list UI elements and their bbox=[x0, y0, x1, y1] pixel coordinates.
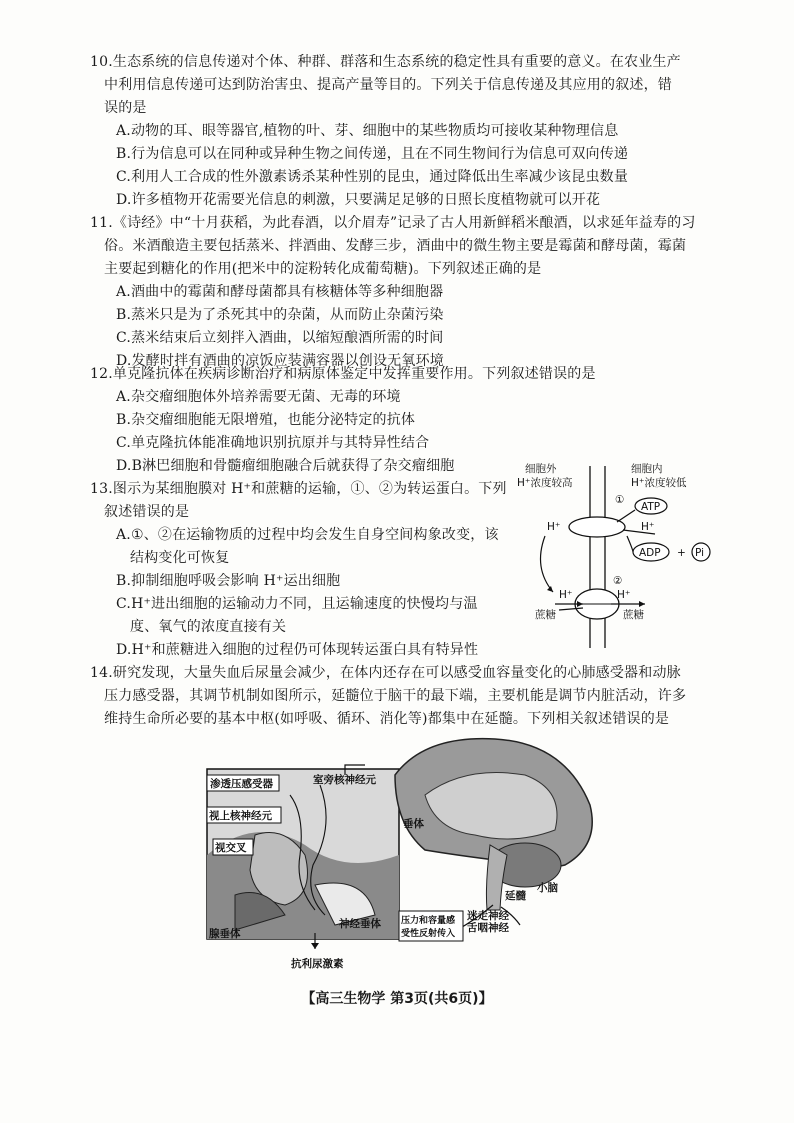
question-10-stem-line: 中利用信息传递可达到防治害虫、提高产量等目的。下列关于信息传递及其应用的叙述，错 bbox=[104, 77, 672, 93]
question-11-option-b: B.蒸米只是为了杀死其中的杂菌，从而防止杂菌污染 bbox=[116, 307, 444, 323]
paraventricular-neuron-label: 室旁核神经元 bbox=[313, 774, 376, 786]
page-footer: 【高三生物学 第3页(共6页)】 bbox=[301, 991, 493, 1007]
marker-1: ① bbox=[615, 494, 625, 506]
osmoreceptor-label: 渗透压感受器 bbox=[210, 778, 273, 790]
question-13-option-a: A.①、②在运输物质的过程中均会发生自身空间构象改变，该 bbox=[116, 527, 499, 543]
question-10-stem-line: 误的是 bbox=[104, 100, 147, 116]
question-11-stem-line: 俗。米酒酿造主要包括蒸米、拌酒曲、发酵三步，酒曲中的微生物主要是霉菌和酵母菌，霉菌 bbox=[104, 238, 687, 254]
question-10-stem-line: 10.生态系统的信息传递对个体、种群、群落和生态系统的稳定性具有重要的意义。在农业生产 bbox=[90, 54, 681, 70]
membrane-transport-diagram bbox=[505, 458, 725, 650]
question-14 bbox=[90, 662, 686, 731]
marker-2: ② bbox=[613, 575, 623, 587]
question-11-option-c: C.蒸米结束后立刻拌入酒曲，以缩短酿酒所需的时间 bbox=[116, 330, 444, 346]
sucrose-inside: 蔗糖 bbox=[623, 609, 644, 621]
inside-label: 细胞内 bbox=[631, 463, 663, 475]
afferent-label-line-1: 压力和容量感 bbox=[401, 916, 456, 926]
h-ion-outside-top: H⁺ bbox=[547, 521, 561, 533]
brain-regulation-diagram bbox=[195, 735, 615, 975]
transporter-1-icon bbox=[569, 517, 625, 537]
h-ion-inside-top: H⁺ bbox=[641, 521, 655, 533]
question-13-stem-line: 叙述错误的是 bbox=[104, 504, 190, 520]
pituitary-label: 垂体 bbox=[403, 818, 424, 830]
question-13-option-a-cont: 结构变化可恢复 bbox=[130, 550, 230, 566]
pi-label: Pi bbox=[695, 547, 705, 559]
neurohypophysis-label: 神经垂体 bbox=[339, 918, 381, 930]
adp-label: ADP bbox=[639, 547, 661, 559]
h-ion-inside-bottom: H⁺ bbox=[617, 589, 631, 601]
optic-chiasm-label: 视交叉 bbox=[215, 842, 247, 854]
inside-concentration-label: H⁺浓度较低 bbox=[631, 477, 687, 489]
question-11-stem-line: 11.《诗经》中“十月获稻，为此春酒，以介眉寿”记录了古人用新鲜稻米酿酒，以求延年益寿的习 bbox=[90, 215, 696, 231]
adenohypophysis-label: 腺垂体 bbox=[209, 928, 241, 940]
cerebellum-label: 小脑 bbox=[537, 882, 558, 894]
question-11-option-a: A.酒曲中的霉菌和酵母菌都具有核糖体等多种细胞器 bbox=[116, 284, 444, 300]
adh-label: 抗利尿激素 bbox=[291, 958, 344, 970]
question-12-option-b: B.杂交瘤细胞能无限增殖，也能分泌特定的抗体 bbox=[116, 412, 416, 428]
h-ion-outside-bottom: H⁺ bbox=[559, 589, 573, 601]
outside-concentration-label: H⁺浓度较高 bbox=[517, 477, 573, 489]
question-13 bbox=[90, 478, 507, 662]
vagus-nerve-label: 迷走神经 bbox=[467, 910, 509, 922]
question-13-stem-line: 13.图示为某细胞膜对 H⁺和蔗糖的运输，①、②为转运蛋白。下列 bbox=[90, 481, 507, 497]
glossopharyngeal-nerve-label: 舌咽神经 bbox=[467, 922, 509, 934]
question-12-option-c: C.单克隆抗体能准确地识别抗原并与其特异性结合 bbox=[116, 435, 430, 451]
question-13-option-b: B.抑制细胞呼吸会影响 H⁺运出细胞 bbox=[116, 573, 341, 589]
sucrose-outside: 蔗糖 bbox=[535, 609, 556, 621]
question-14-stem-line: 14.研究发现，大量失血后尿量会减少，在体内还存在可以感受血容量变化的心肺感受器和动脉 bbox=[90, 665, 681, 681]
question-10-option-a: A.动物的耳、眼等器官,植物的叶、芽、细胞中的某些物质均可接收某种物理信息 bbox=[116, 123, 619, 139]
question-11-option-d: D.发酵时拌有酒曲的凉饭应装满容器以创设无氧环境 bbox=[116, 353, 444, 369]
question-13-option-d: D.H⁺和蔗糖进入细胞的过程仍可体现转运蛋白具有特异性 bbox=[116, 642, 479, 658]
question-14-stem-line: 压力感受器，其调节机制如图所示，延髓位于脑干的最下端，主要机能是调节内脏活动，许多 bbox=[104, 688, 687, 704]
supraoptic-neuron-label: 视上核神经元 bbox=[209, 810, 272, 822]
question-12-option-a: A.杂交瘤细胞体外培养需要无菌、无毒的环境 bbox=[116, 389, 401, 405]
question-11-stem-line: 主要起到糖化的作用(把米中的淀粉转化成葡萄糖)。下列叙述正确的是 bbox=[104, 261, 542, 277]
question-12-stem-line: 12.单克隆抗体在疾病诊断治疗和病原体鉴定中发挥重要作用。下列叙述错误的是 bbox=[90, 366, 596, 382]
outside-label: 细胞外 bbox=[525, 463, 557, 475]
question-10 bbox=[90, 51, 681, 212]
question-14-stem-line: 维持生命所必要的基本中枢(如呼吸、循环、消化等)都集中在延髓。下列相关叙述错误的是 bbox=[104, 711, 670, 727]
question-11 bbox=[90, 212, 696, 373]
question-10-option-d: D.许多植物开花需要光信息的刺激，只要满足足够的日照长度植物就可以开花 bbox=[116, 192, 601, 208]
afferent-label-line-2: 受性反射传入 bbox=[401, 929, 456, 939]
question-10-option-b: B.行为信息可以在同种或异种生物之间传递，且在不同生物间行为信息可双向传递 bbox=[116, 146, 629, 162]
question-10-option-c: C.利用人工合成的性外激素诱杀某种性别的昆虫，通过降低出生率减少该昆虫数量 bbox=[116, 169, 629, 185]
question-13-option-c: C.H⁺进出细胞的运输动力不同，且运输速度的快慢均与温 bbox=[116, 596, 478, 612]
question-12-option-d: D.B淋巴细胞和骨髓瘤细胞融合后就获得了杂交瘤细胞 bbox=[116, 458, 455, 474]
question-13-option-c-cont: 度、氧气的浓度直接有关 bbox=[130, 619, 287, 635]
atp-label: ATP bbox=[641, 501, 661, 513]
plus-sign: + bbox=[677, 547, 686, 559]
medulla-label: 延髓 bbox=[505, 890, 526, 902]
